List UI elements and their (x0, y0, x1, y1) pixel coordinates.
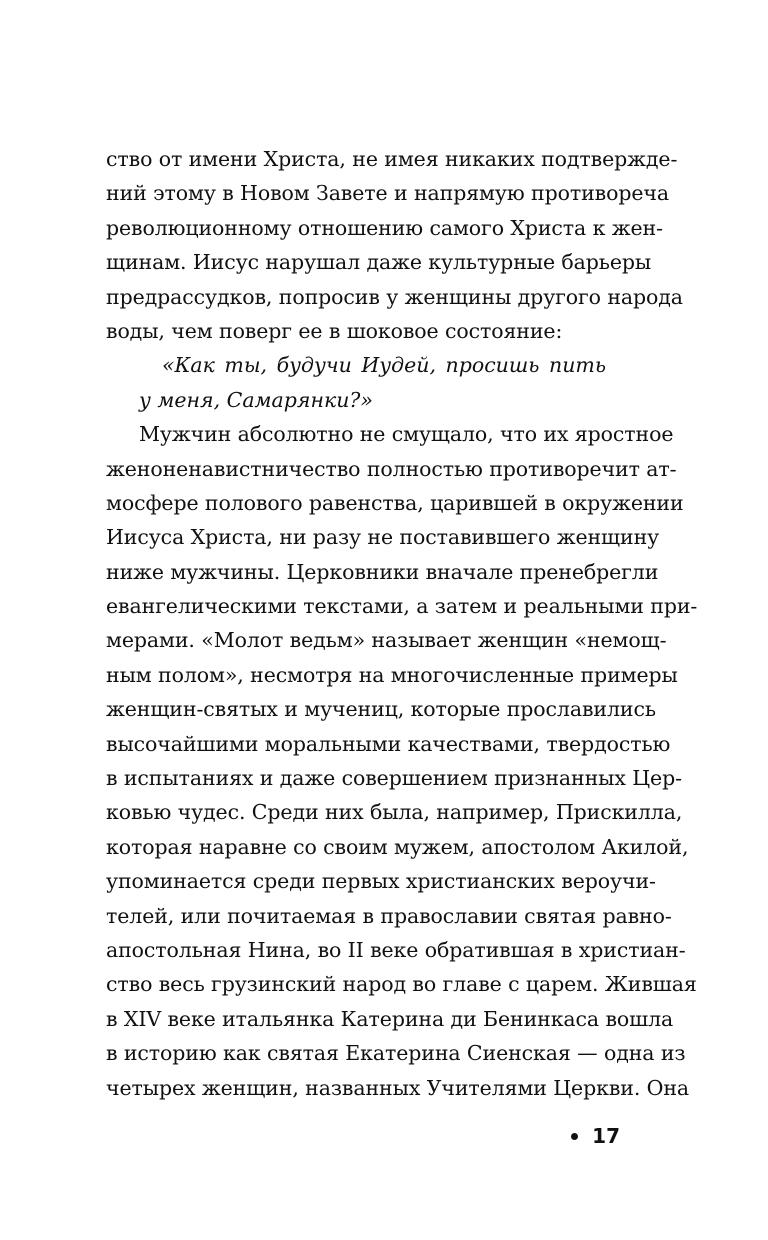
text-line: ство весь грузинский народ во главе с царем. Жившая (106, 972, 697, 997)
text-line: ниже мужчины. Церковники вначале пренебрегли (106, 559, 659, 584)
text-line: Иисуса Христа, ни разу не поставившего женщину (106, 525, 660, 550)
text-line: телей, или почитаемая в православии святая равно- (106, 903, 672, 928)
text-line: женоненавистничество полностью противоречит ат- (106, 456, 677, 481)
text-line: которая наравне со своим мужем, апостолом Акилой, (106, 834, 689, 859)
text-line: ным полом», несмотря на многочисленные примеры (106, 662, 678, 687)
bullet-icon (571, 1133, 578, 1140)
quote-line: «Как ты, будучи Иудей, просишь пить (162, 353, 606, 378)
bible-quote (106, 348, 630, 417)
text-line: ний этому в Новом Завете и напрямую противореча (106, 181, 669, 206)
text-line: ство от имени Христа, не имея никаких подтвержде- (106, 147, 678, 171)
page-body (106, 142, 698, 1105)
text-line: щинам. Иисус нарушал даже культурные барьеры (106, 250, 652, 275)
text-line: предрассудков, попросив у женщины другого народа (106, 284, 683, 309)
text-line: высочайшими моральными качествами, твердостью (106, 731, 671, 756)
text-line: мерами. «Молот ведьм» называет женщин «немощ- (106, 628, 667, 653)
text-line: воды, чем поверг ее в шоковое состояние: (106, 318, 563, 343)
text-line: в испытаниях и даже совершением признанных Цер- (106, 766, 682, 791)
text-line: в XIV веке итальянка Катерина ди Бенинкаса вошла (106, 1006, 674, 1031)
text-line: упоминается среди первых христианских вероучи- (106, 869, 656, 894)
page-footer (571, 1122, 620, 1150)
text-line: Мужчин абсолютно не смущало, что их яростное (139, 422, 674, 447)
quote-line: у меня, Самарянки?» (139, 387, 373, 412)
text-line: революционному отношению самого Христа к жен- (106, 215, 663, 240)
page-number: 17 (592, 1124, 620, 1148)
text-line: в историю как святая Екатерина Сиенская — одна из (106, 1041, 686, 1066)
text-line: апостольная Нина, во II веке обратившая в христиан- (106, 937, 686, 962)
text-line: женщин-святых и мучениц, которые прославились (106, 697, 656, 722)
text-line: четырех женщин, названных Учителями Церкви. Она (106, 1075, 690, 1100)
text-line: ковью чудес. Среди них была, например, Прискилла, (106, 800, 683, 825)
text-line: евангелическими текстами, а затем и реальными при- (106, 594, 698, 619)
text-line: мосфере полового равенства, царившей в окружении (106, 490, 684, 515)
